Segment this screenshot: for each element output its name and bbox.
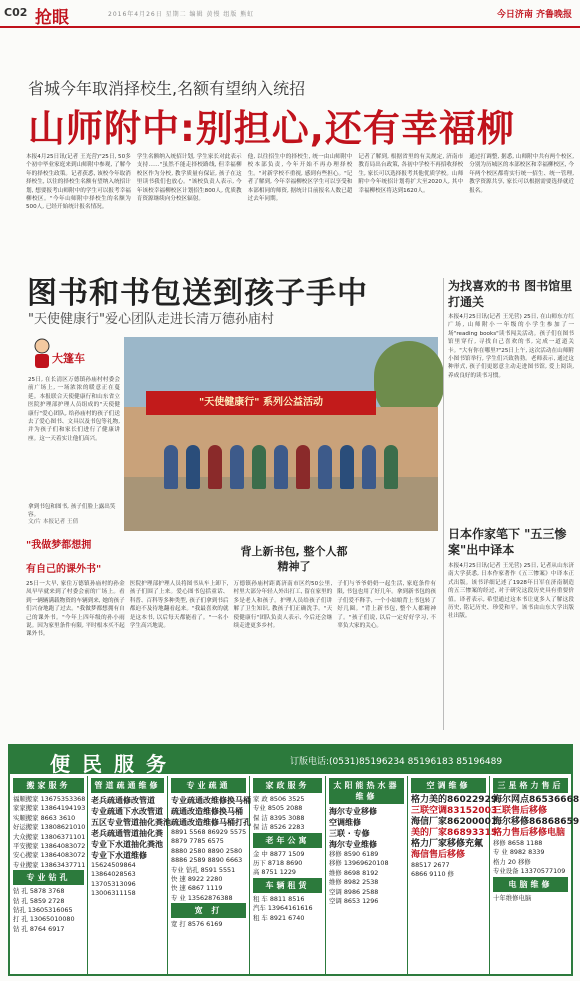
classified-entry: 专业设备 13370577109 [493,867,566,876]
classified-entry: 打 孔 13065010080 [13,915,75,924]
library-body: 本报4月25日讯(记者 王光营) 25日, 在山师东方红广场, 山师附小一年级的小学生参加了一场"reading books"读书闯关活动。孩子们在图书馆里穿行, 寻找自己喜欢的书, 完成一道道关卡。"大有你在哪里?"25日上午, 这次活动在山师附小图书馆举行, 学生们兴致勃勃。老师表示, 通过这种形式, 孩子们更愿意主动走进图书馆, 爱上阅读, 养成良好的读书习惯。 [448,314,574,379]
classified-entry: 8886 2589 8890 6663 [171,856,243,865]
story2-headline: 图书和书包送到孩子手中 [27,276,368,311]
classified-ad-title: 疏通改造维修换马桶 [171,807,243,816]
classified-ad-title: 三联 · 专修 [329,829,370,838]
classified-entry: 汽车 13964161616 [253,904,313,913]
classified-heading: 电脑维修 [493,877,568,892]
masthead-brand: 今日济南 齐鲁晚报 [496,10,572,20]
classified-ad-title: 专业疏通改维修换马桶 [171,796,251,805]
classified-heading: 管道疏通维修 [91,778,164,793]
classified-entry: 福顺搬家 13675353368 [13,795,86,803]
child-figure [362,445,376,489]
classified-entry: 8880 2580 8890 2580 [171,846,243,855]
classified-ad-title: 专业下水道维修 [91,851,147,860]
classified-ad-title: 美的厂家86893315 [411,828,498,838]
library-headline: 为找喜欢的书 图书馆里打通关 [448,279,573,309]
classified-column [326,776,408,974]
page-header [0,0,580,28]
classifieds-banner [10,746,571,774]
classified-entry: 保 洁 8395 3088 [253,813,305,822]
classified-ad-title: 老兵疏通修改管道 [91,796,155,805]
classified-entry: 租 车 8921 6740 [253,913,305,922]
story2-column: 万德镇孙庙村距离济南市区约50公里, 村里大部分年轻人外出打工, 留在家里的多是老人和孩子。护理人员给孩子们讲解了卫生知识, 教孩子们正确洗手。"天使健康行"团队负责人表示, 今后还会继续走进更多乡村。 [233,581,333,630]
child-figure [296,445,310,489]
classified-ad-title: 海信厂家86200001 [411,817,498,827]
classified-entry: 钻 孔 5878 3768 [13,887,65,896]
child-figure [186,445,200,489]
column-divider [443,278,444,730]
classified-ad-title: 五区专业管道抽化粪池 [91,818,171,827]
classified-heading: 搬家服务 [13,778,84,793]
classified-column [10,776,88,974]
child-figure [340,445,354,489]
classifieds-title: 便民服务 [50,752,178,776]
classified-entry: 移修 8590 6189 [329,850,379,858]
classified-entry: 专业搬家 13863437711 [13,860,86,869]
classified-entry: 移修 8658 1188 [493,839,543,847]
classified-heading: 老年公寓 [253,833,322,848]
classified-entry: 专业 钻孔 8591 5551 [171,865,236,874]
classified-ad-title: 专业下水道抽化粪池 [91,840,163,849]
story2-subheadline: "天使健康行"爱心团队走进长清万德孙庙村 [28,312,274,327]
child-figure [384,445,398,489]
classified-ad-title: 格力厂家移修充氟 [411,839,484,849]
classified-heading: 专业疏通 [171,778,246,793]
child-figure [318,445,332,489]
classified-entry: 平安搬家 13864083072 [13,842,86,851]
classified-entry: 移修 13969620108 [329,859,389,868]
classified-ad-title: 海尔移修86868659 [493,817,580,827]
classified-heading: 专业钻孔 [13,870,84,885]
cartoon-figure-icon [30,338,54,370]
classified-entry: 历下 8718 8690 [253,859,303,868]
classified-entry: 6866 9110 修 [411,870,454,879]
classified-column [408,776,498,974]
child-figure [252,445,266,489]
classified-ad-title: 海尔网点86536668 [493,795,580,805]
event-photo [124,337,438,531]
lead-column: 他, 以往招生中的择校生, 统一由山师附中校本部负责, 今年开始不再办理择校生。"对新学校不重视, 感到有些担心。"记者了解到, 今年幸福柳校区学生可以享受和本部相同的师资, 据统计目前报名人数已超过去年同期。 [247,154,353,203]
classified-entry: 好运搬家 13808621010 [13,823,86,832]
lead-body [26,153,574,251]
classified-column [490,776,580,974]
classified-ad-title: 海尔专业维修 [329,840,377,849]
classified-entry: 保 洁 8526 2283 [253,823,305,832]
classified-ad-title: 海信售后移修 [411,850,466,860]
classified-entry: 快 速 6867 1119 [171,884,223,893]
classified-entry: 88517 2677 [411,861,450,869]
classified-entry: 8891 5568 86929 5575 [171,828,247,836]
classified-entry: 实顺搬家 8663 3610 [13,813,76,822]
lead-column: 通过打调整, 据悉, 山师附中共有两个校区, 分别为历城区的本部校区和幸福柳校区, 今年两个校区都将实行统一招生、统一管理, 教学资源共享, 家长可以根据需要选择就近报名。 [469,154,574,194]
classified-entry: 8879 7785 6575 [171,837,224,846]
classified-entry: 维修 8698 8192 [329,868,379,877]
classified-entry: 维修 8982 2538 [329,878,379,887]
classified-ad-title: 三联售后移修 [493,806,548,816]
classified-heading: 三星格力售后 [493,778,568,793]
story2-intro: 25日, 在长清区万德镇孙庙村村委会前广场上, 一场浓浓的暖意正在蔓延。本报联合天使健康行和山东省立医院护理部护理人员组成的"天使健康行"爱心团队, 给孙庙村的孩子们送去了爱心图书、文具以及书包等礼物, 并为孩子们和家长们进行了健康讲座。这一天着实让他们高兴。 [28,377,120,442]
classified-ad-title: 老兵疏通管道抽化粪 [91,829,163,838]
child-figure [230,445,244,489]
classified-entry: 钻 孔 8764 6917 [13,924,65,933]
story2-column: 子们与爷爷奶奶一起生活, 家庭条件有限, 书包也用了好几年。拿到新书包的孩子们爱不释手, 一个小姑娘背上书包转了好几圈。"背上新书包, 整个人都精神了。"孩子们说, 以后一定好好学习, 不辜负大家的关心。 [337,581,436,630]
translation-headline: 日本作家笔下 "五三惨案"出中译本 [448,527,567,557]
classified-ad-title: 疏通改造维修马桶打孔 [171,818,251,827]
classified-entry: 高 8751 1229 [253,868,296,877]
photo-caption: 拿到书包和图书, 孩子们脸上露出笑容。 [28,504,116,518]
translation-body: 本报4月25日讯(记者 王光营) 25日, 记者从山东济南大学获悉, 日本作家著作《五三惨案》中译本正式出版。该书详细记述了1928年日军在济南制造的五三惨案的经过, 对于研究这段历史具有重要价值。译者表示, 希望通过这本书让更多人了解这段历史, 铭记历史、珍爱和平。该书由山东大学出版社出版。 [448,563,574,620]
classified-heading: 太阳能热水器维修 [329,778,404,804]
page-number: C02 [4,6,28,19]
caravan-tag: 大篷车 [52,352,85,365]
lead-column: 学生名额纳入统招计划, 学生家长对此表示支持……"虽然不能走择校路线, 但幸福柳校区作为分校, 教学质量有保证, 孩子在这里读书我们也放心。"该校负责人表示, 今年该校幸福柳校区计划招生800人, 优质教育资源继续向分校区辐射。 [136,154,242,203]
child-figure [274,445,288,489]
classifieds-grid [10,776,580,974]
story2-byline: 文/片 本报记者 王倩 [28,519,79,525]
classified-entry: 格力 20 移修 [493,857,531,866]
lead-headline: 山师附中:别担心,还有幸福柳 [28,107,515,150]
lead-column: 本报4月25日讯(记者 王光营)"25日, 50多个初中毕业家庭来到山师附中参观, 了解今年的择校生政策。记者获悉, 该校今年取消择校生, 以往的择校生名额有望纳入统招计划, 想要报考山师附中的学生可以报考幸福柳校区。"今年山师附中择校生的名额为500人, 已经开始统计报名情况。 [26,154,131,211]
story2-column: 25日一大早, 家住万德镇孙庙村的孙金凤早早就来到了村委会前的广场上。看到一辆辆满载物资的车辆到来, 她的孩子们兴奋地跑了过去。"我做梦都想拥有自己的课外书。"今年上四年级的孙小雨说。因为家里条件有限, 平时根本买不起课外书。 [26,581,125,638]
classified-column [168,776,250,974]
classified-column [250,776,326,974]
classified-ad-title: 空调维修 [329,818,361,827]
dateline: 2016年4月26日 星期二 编辑 黄慢 组版 熊虹 [108,11,255,18]
classified-heading: 家政服务 [253,778,322,793]
classified-ad-title: 格力美的86022929 [411,795,498,805]
section-title: 抢眼 [35,8,69,28]
classified-entry: 专 业 8982 8339 [493,848,545,857]
classified-entry: 家家搬家 13864194193 [13,804,86,813]
child-figure [208,445,222,489]
story2-body [26,580,436,730]
classified-entry: 快 速 8922 2280 [171,875,223,884]
classified-entry: 家 政 8506 3525 [253,795,305,803]
classified-ad-title: 专业疏通下水改管道 [91,807,163,816]
classified-entry: 宽 打 8576 6169 [171,920,223,929]
caravan-logo [30,338,120,372]
classified-entry: 15624509864 [91,861,136,869]
pull-quote-line1: "我做梦都想拥 [26,540,92,551]
pull-quote-line2: 有自己的课外书" [26,564,102,575]
classified-ad-title: 三联空调83152003 [411,806,498,816]
story2-column: 医院护理部护理人员将图书从车上卸下, 孩子们围了上来。爱心图书包括童话、科普、百科等多种类型, 孩子们拿到书后都迫不及待地翻看起来。"我最喜欢的就是这本书, 以后每天都能看了。"一名小学生高兴地说。 [129,581,229,630]
classified-entry: 专 业 13562876388 [171,893,233,902]
classified-entry: 大众搬家 13806371101 [13,832,86,841]
classified-entry: 专业 8505 2088 [253,804,303,813]
classified-entry: 金 中 8877 1509 [253,849,305,858]
classified-heading: 宽 打 [171,903,246,918]
classified-entry: 安心搬家 13864083072 [13,851,86,860]
story2-subhead: 背上新书包, 整个人都精神了 [240,545,348,573]
classified-entry: 13006311158 [91,889,136,898]
classified-entry: 租 车 8811 8516 [253,894,305,903]
classified-entry: 十年维修电脑 [493,893,532,902]
classified-entry: 13705313096 [91,879,136,888]
classified-entry: 钻孔 13605316065 [13,906,73,915]
classified-column [88,776,171,974]
classified-heading: 车辆租赁 [253,878,322,893]
classified-ad-title: 海尔专业移修 [329,807,377,816]
classified-entry: 钻 孔 5859 2728 [13,896,65,905]
classifieds-phone: 订版电话:(0531)85196234 85196183 85196489 [290,757,503,767]
classified-ad-title: 格力售后移修电脑 [493,828,566,838]
classified-entry: 空调 8986 2588 [329,887,379,896]
lead-column: 记者了解到, 根据省里的有关规定, 济南市教育局出台政策, 各初中学校不再招收择校生, 家长可以选择报考其他优质学校。山师附中今年统招计划将扩大至2020人, 其中幸福柳校区将达到1620人。 [358,154,464,194]
classified-heading: 空调维修 [411,778,486,793]
photo-banner: "天使健康行" 系列公益活动 [146,391,376,415]
lead-kicker: 省城今年取消择校生,名额有望纳入统招 [28,79,306,98]
classifieds-box [8,744,580,976]
classified-entry: 空调 8653 1296 [329,897,379,906]
classified-entry: 13864028563 [91,870,136,879]
child-figure [164,445,178,489]
